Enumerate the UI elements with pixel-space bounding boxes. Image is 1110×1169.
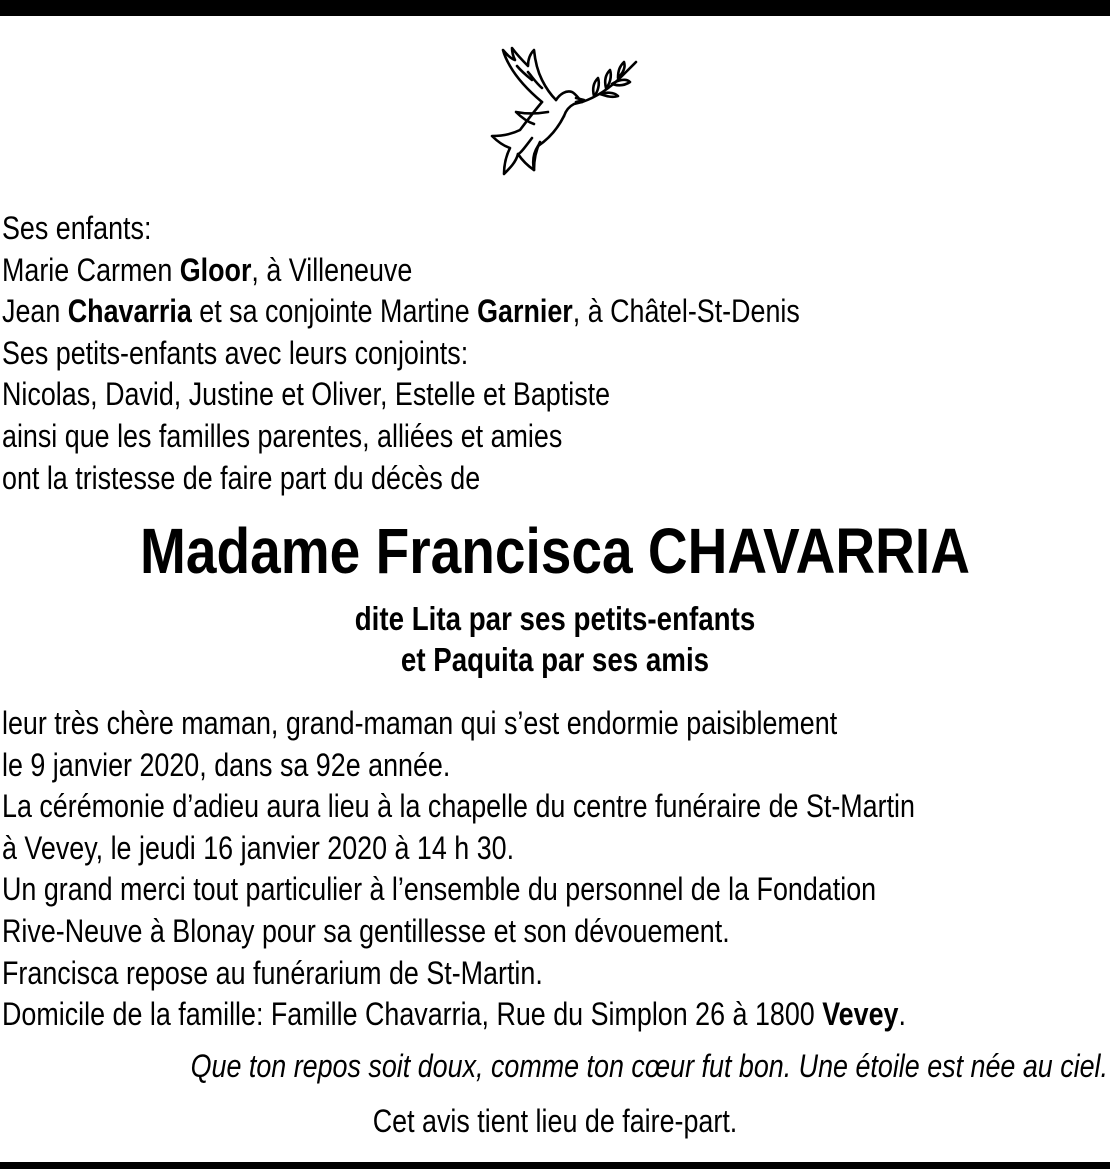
nickname-line-1: dite Lita par ses petits-enfants xyxy=(354,600,756,637)
family-line-7: ont la tristesse de faire part du décès de xyxy=(2,459,481,496)
dove-icon xyxy=(470,42,640,184)
top-border-rule xyxy=(0,0,1110,16)
family-line-5: Nicolas, David, Justine et Oliver, Estelle et Baptiste xyxy=(2,376,611,413)
text: , à Villeneuve xyxy=(251,251,413,288)
text: , à Châtel-St-Denis xyxy=(572,293,800,330)
surname-chavarria: Chavarria xyxy=(67,293,192,330)
details-line-5: Un grand merci tout particulier à l’ensemble du personnel de la Fondation xyxy=(2,871,877,908)
family-line-1: Ses enfants: xyxy=(2,210,152,246)
closing-quote: Que ton repos soit doux, comme ton cœur fut bon. Une étoile est née au ciel. xyxy=(190,1048,1108,1084)
details-line-3: La cérémonie d’adieu aura lieu à la chapelle du centre funéraire de St-Martin xyxy=(2,788,915,825)
text: Marie Carmen xyxy=(2,251,180,288)
family-section xyxy=(2,208,931,499)
details-section xyxy=(2,703,931,1036)
city-vevey: Vevey xyxy=(822,996,899,1033)
deceased-name: Madame Francisca CHAVARRIA xyxy=(140,515,970,587)
family-line-4: Ses petits-enfants avec leurs conjoints: xyxy=(2,334,469,371)
surname-garnier: Garnier xyxy=(477,293,573,330)
bottom-border-rule xyxy=(0,1162,1110,1169)
text: Jean xyxy=(2,293,68,330)
family-line-6: ainsi que les familles parentes, alliées et amies xyxy=(2,417,563,454)
details-line-2: le 9 janvier 2020, dans sa 92e année. xyxy=(2,746,451,783)
family-line-3 xyxy=(2,291,931,333)
details-line-7: Francisca repose au funérarium de St-Martin. xyxy=(2,954,543,991)
details-line-4: à Vevey, le jeudi 16 janvier 2020 à 14 h 30. xyxy=(2,829,515,866)
notice-text: Cet avis tient lieu de faire-part. xyxy=(372,1103,738,1139)
details-line-6: Rive-Neuve à Blonay pour sa gentillesse et son dévouement. xyxy=(2,912,730,949)
family-line-2 xyxy=(2,250,931,292)
nickname-line-2: et Paquita par ses amis xyxy=(400,641,710,678)
text: Domicile de la famille: Famille Chavarria, Rue du Simplon 26 à 1800 xyxy=(2,996,823,1033)
details-line-8 xyxy=(2,994,931,1036)
surname-gloor: Gloor xyxy=(179,251,252,288)
details-line-1: leur très chère maman, grand-maman qui s’est endormie paisiblement xyxy=(2,705,838,741)
text: et sa conjointe Martine xyxy=(191,293,478,330)
text: . xyxy=(898,996,906,1033)
